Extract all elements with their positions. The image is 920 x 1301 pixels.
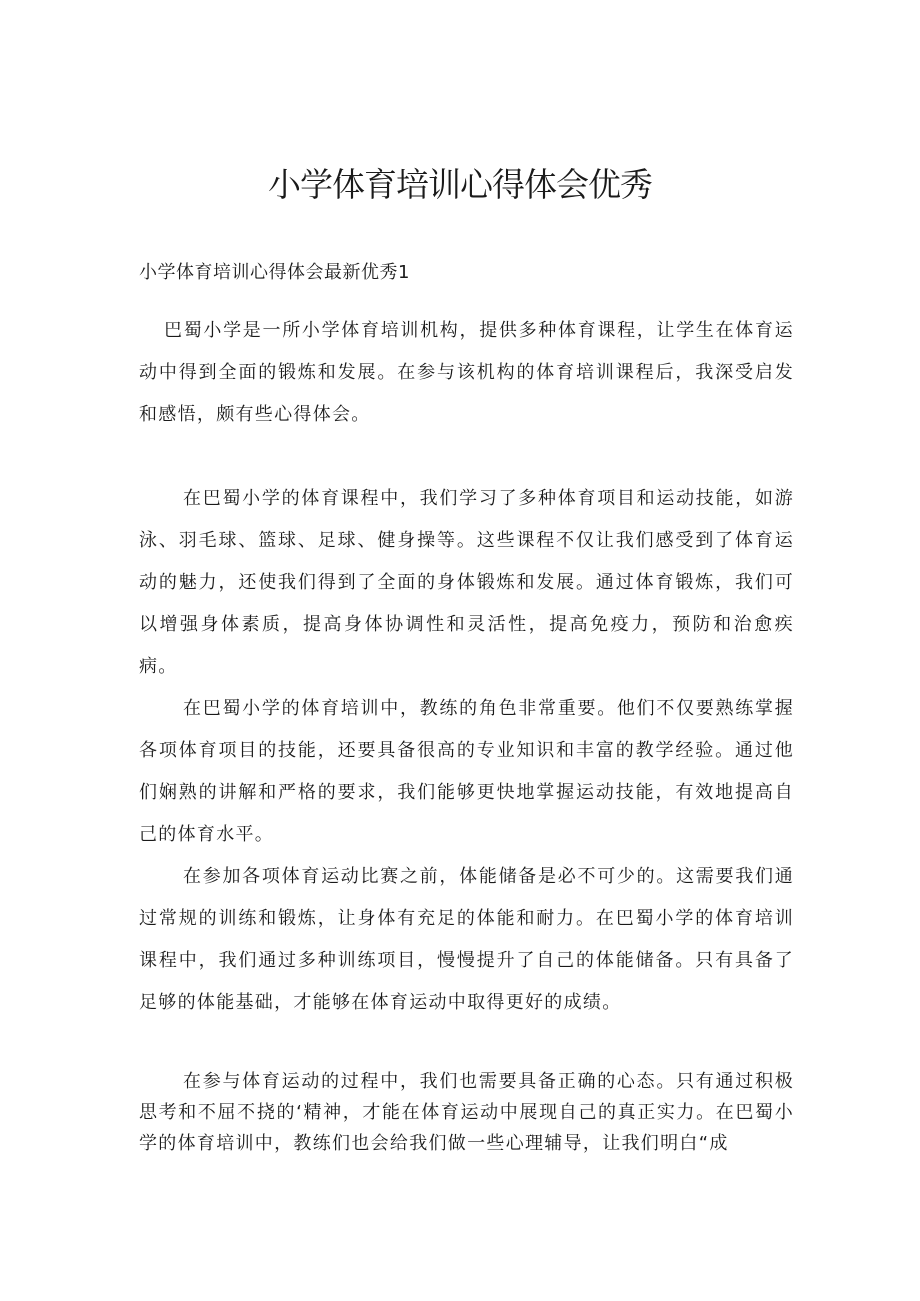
paragraph-1: 巴蜀小学是一所小学体育培训机构，提供多种体育课程，让学生在体育运动中得到全面的锻炼和发展。在参与该机构的体育培训课程后，我深受启发和感悟，颇有些心得体会。 — [139, 320, 794, 425]
paragraph-2: 在巴蜀小学的体育课程中，我们学习了多种体育项目和运动技能，如游泳、羽毛球、篮球、足球、健身操等。这些课程不仅让我们感受到了体育运动的魅力，还使我们得到了全面的身体锻炼和发展。通过体育锻炼，我们可以增强身体素质，提高身体协调性和灵活性，提高免疫力，预防和治愈疾病。 — [139, 488, 794, 677]
paragraph-4: 在参加各项体育运动比赛之前，体能储备是必不可少的。这需要我们通过常规的训练和锻炼，让身体有充足的体能和耐力。在巴蜀小学的体育培训课程中，我们通过多种训练项目，慢慢提升了自己的体能储备。只有具备了足够的体能基础，才能够在体育运动中取得更好的成绩。 — [139, 866, 794, 1013]
document-title: 小学体育培训心得体会优秀 — [268, 165, 652, 204]
section-heading: 小学体育培训心得体会最新优秀1 — [139, 262, 410, 283]
paragraph-3: 在巴蜀小学的体育培训中，教练的角色非常重要。他们不仅要熟练掌握各项体育项目的技能，还要具备很高的专业知识和丰富的教学经验。通过他们娴熟的讲解和严格的要求，我们能够更快地掌握运动技能，有效地提高自己的体育水平。 — [139, 698, 794, 845]
paragraph-5: 在参与体育运动的过程中，我们也需要具备正确的心态。只有通过积极思考和不屈不挠的‘精神，才能在体育运动中展现自己的真正实力。在巴蜀小学的体育培训中，教练们也会给我们做一些心理辅导，让我们明白“成 — [139, 1071, 794, 1154]
